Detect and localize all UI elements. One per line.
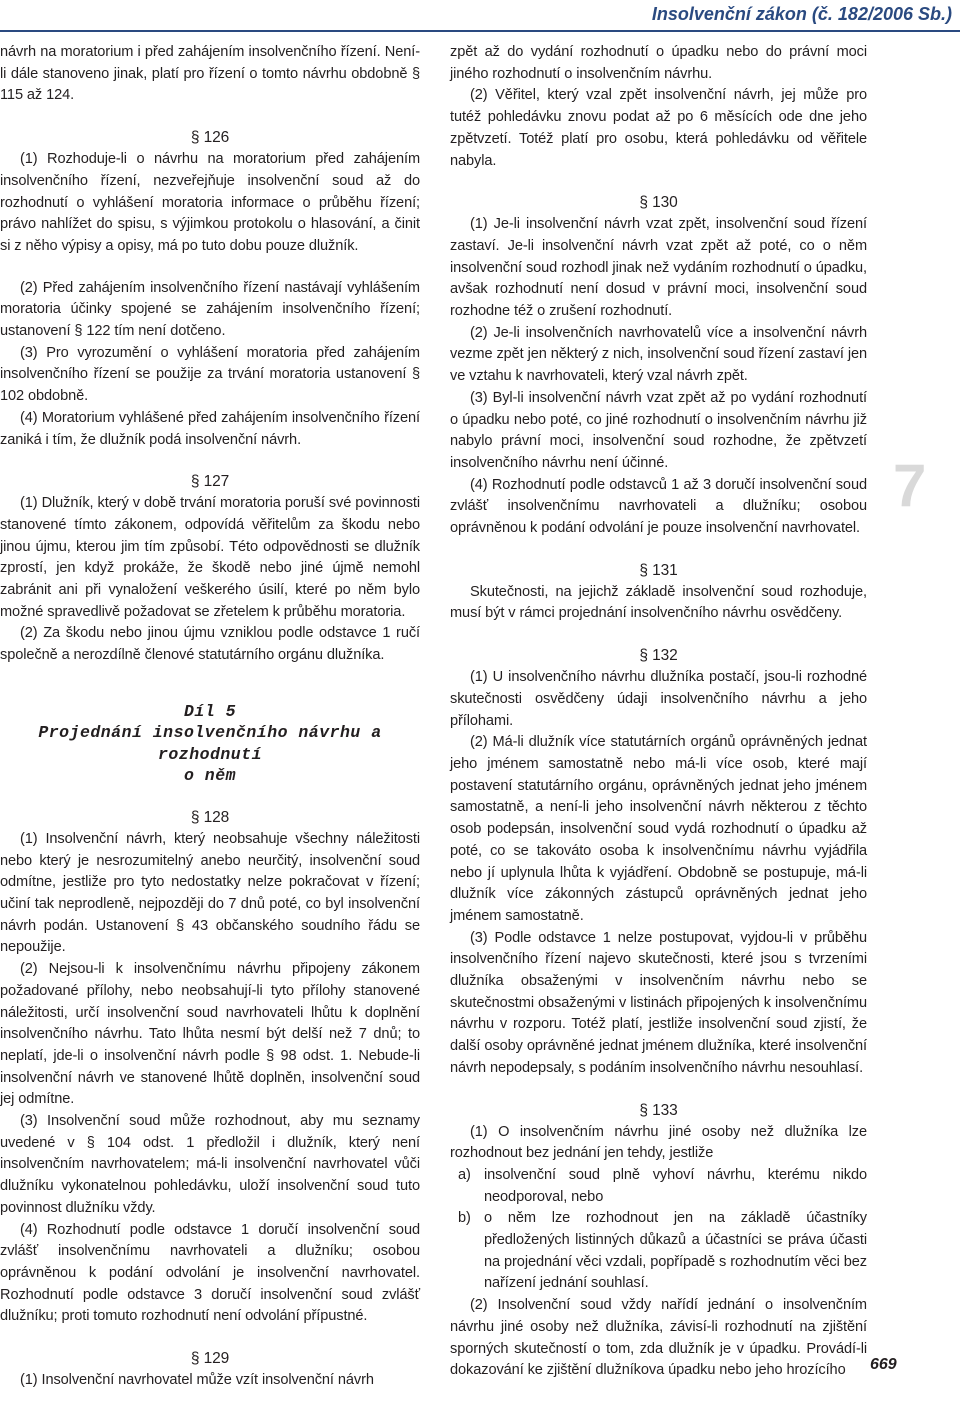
paragraph: (2) Za škodu nebo jinou újmu vzniklou podle odstavce 1 ručí společně a nerozdílně členové statutárního orgánu dlužníka. (0, 625, 420, 664)
paragraph: (1) O insolvenčním návrhu jiné osoby než dlužníka lze rozhodnout bez jednání jen tehdy, jestliže (450, 1123, 867, 1162)
left-column (0, 42, 420, 1392)
paragraph: (1) U insolvenčního návrhu dlužníka postačí, jsou-li rozhodné skutečnosti osvědčeny údaji insolvenčního návrhu a jeho přílohami. (450, 669, 867, 729)
part-title-continued: o něm (183, 766, 236, 786)
paragraph: (2) Je-li insolvenčních navrhovatelů více a insolvenční návrh vezme zpět jen některý z nich, insolvenční soud řízení zastaví jen ve vztahu k navrhovateli, který vzal návrh zpět. (450, 324, 867, 385)
list-item (450, 1165, 867, 1208)
paragraph: (2) Věřitel, který vzal zpět insolvenční návrh, jej může pro tutéž pohledávku znovu podat až po 6 měsících ode dne jeho zpětvzetí. Totéž platí pro osobu, která pohledávku od věřitele nabyla. (450, 87, 867, 169)
paragraph: (2) Insolvenční soud vždy nařídí jednání o insolvenčním návrhu jiné osoby než dlužníka, závisí-li rozhodnutí na zjištění sporných skutečností o tom, zda dlužník je v úpadku. Provádí-li dokazování ke zjištění dlužníkova úpadku nebo jeho hrozícího (450, 1297, 867, 1379)
paragraph: (1) Rozhoduje-li o návrhu na moratorium před zahájením insolvenčního řízení, nezveřejňuje insolvenční soud až do rozhodnutí o vyhlášení moratoria informace o průběhu řízení; právo nahlížet do spisu, s výjimkou protokolu o hlasování, a činit si z něho výpisy a opisy, má po tuto dobu pouze dlužník. (0, 151, 420, 254)
paragraph: (4) Moratorium vyhlášené před zahájením insolvenčního řízení zaniká i tím, že dlužník podá insolvenční návrh. (0, 409, 420, 448)
right-column (450, 42, 867, 1382)
list-item (450, 1208, 867, 1295)
part-title: Projednání insolvenčního návrhu a rozhodnutí (38, 723, 382, 764)
paragraph: (2) Nejsou-li k insolvenčnímu návrhu připojeny zákonem požadované přílohy, nebo neobsahují-li tyto přílohy stanovené náležitosti, určí insolvenční soud navrhovateli lhůtu k doplnění insolvenčního návrhu. Tato lhůta nesmí být delší než 7 dnů; to neplatí, jde-li o insolvenční návrh podle § 98 odst. 1. Nebude-li insolvenční návrh ve stanovené lhůtě doplněn, insolvenční soud jej odmítne. (0, 961, 420, 1108)
page-number: 669 (870, 1356, 897, 1373)
part-number: Díl 5 (183, 701, 236, 721)
list-item-text: insolvenční soud plně vyhoví návrhu, kterému nikdo neodporoval, nebo (484, 1166, 867, 1205)
section-heading-130: § 130 (639, 194, 678, 212)
paragraph: (3) Byl-li insolvenční návrh vzat zpět až po vydání rozhodnutí o úpadku nebo poté, co jiné rozhodnutí o insolvenčním návrhu již nabylo právní moci, insolvenční soud rozhodne, že zpětvzetí insolvenčního návrhu není účinné. (450, 389, 867, 471)
section-heading-133: § 133 (639, 1101, 678, 1119)
paragraph: (1) Dlužník, který v době trvání moratoria poruší své povinnosti stanovené tímto zákonem, odpovídá věřitelům za škodu nebo jinou újmu, kterou jim tím způsobí. Této odpovědnosti se dlužník zprostí, jen když prokáže, že škodě nebo jiné újmě nemohl zabránit ani při vynaložení veškerého úsilí, které po něm bylo možné spravedlivě požadovat se zřetelem k průběhu moratoria. (0, 495, 420, 620)
section-heading-127: § 127 (190, 473, 230, 491)
paragraph: (2) Před zahájením insolvenčního řízení nastávají vyhlášením moratoria účinky spojené se zahájením insolvenčního řízení; ustanovení § 122 tím není dotčeno. (0, 279, 420, 340)
paragraph: (3) Insolvenční soud může rozhodnout, aby mu seznamy uvedené v § 104 odst. 1 předložil i dlužník, který není insolvenčním navrhovatelem; má-li insolvenční navrhovatel vůči dlužníku vykonatelnou pohledávku, uloží insolvenční soud tuto povinnost dlužníku vždy. (0, 1113, 420, 1216)
paragraph: Skutečnosti, na jejichž základě insolvenční soud rozhoduje, musí být v rámci projednání insolvenčního návrhu osvědčeny. (450, 583, 867, 622)
section-heading-126: § 126 (190, 129, 230, 147)
section-heading-129: § 129 (190, 1350, 230, 1368)
paragraph: (3) Podle odstavce 1 nelze postupovat, vyjdou-li v průběhu insolvenčního řízení najevo skutečnosti, které jsou s tvrzeními dlužníka obsaženými v insolvenčním návrhu nebo se skutečnostmi obsaženými v listinách připojených k insolvenčnímu návrhu v rozporu. Totéž platí, jestliže insolvenční soud zjistí, že další osoby oprávněné jednat jménem dlužníka, které insolvenční návrh nepodepsaly, s podáním insolvenčního návrhu nesouhlasí. (450, 929, 867, 1076)
list-item-label: b) (458, 1210, 471, 1227)
paragraph: (2) Má-li dlužník více statutárních orgánů oprávněných jednat jeho jménem samostatně nebo má-li více osob, které mají postavení statutárního orgánu, oprávněných jednat jeho jménem samostatně, a není-li jeho insolvenční návrh některou z těchto osob podepsán, insolvenční soud vydá rozhodnutí o úpadku až poté, co se takováto osoba k insolvenčnímu návrhu vyjádřila nebo jí uplynula lhůta k vyjádření. Obdobně se postupuje, má-li dlužník více zákonných zástupců oprávněných jednat jeho jménem samostatně. (450, 734, 867, 924)
paragraph: (4) Rozhodnutí podle odstavců 1 až 3 doručí insolvenční soud zvlášť insolvenčnímu navrhovateli a dlužníku; osobou oprávněnou k podání odvolání je pouze insolvenční navrhovatel. (450, 476, 867, 537)
header-rule (0, 30, 960, 32)
section-heading-132: § 132 (639, 647, 678, 665)
section-heading-131: § 131 (639, 561, 678, 579)
intro-paragraph: návrh na moratorium i před zahájením insolvenčního řízení. Není-li dále stanoveno jinak, platí pro řízení o tomto návrhu obdobně § 115 až 124. (0, 44, 420, 104)
paragraph: (1) Insolvenční návrh, který neobsahuje všechny náležitosti nebo který je nesrozumitelný anebo neurčitý, insolvenční soud odmítne, jestliže pro tyto nedostatky nelze pokračovat v řízení; učiní tak neprodleně, nejpozději do 7 dnů poté, co byl insolvenční návrh podán. Ustanovení § 43 občanského soudního řádu se nepoužije. (0, 830, 420, 956)
header-title: Insolvenční zákon (č. 182/2006 Sb.) (651, 4, 952, 24)
paragraph: (1) Je-li insolvenční návrh vzat zpět, insolvenční soud řízení zastaví. Je-li insolvenční návrh vzat zpět až poté, co o něm insolvenční soud rozhodl jinak než vydáním rozhodnutí o úpadku, avšak rozhodnutí není dosud v právní moci, insolvenční soud rozhodne též o zrušení rozhodnutí. (450, 216, 867, 320)
paragraph: (3) Pro vyrozumění o vyhlášení moratoria před zahájením insolvenčního řízení se použije za trvání moratoria ustanovení § 102 obdobně. (0, 344, 420, 405)
list-item-text: o něm lze rozhodnout jen na základě účastníky předložených listinných důkazů a účastníci se práva účasti na projednání věci vzdali, popřípadě s rozhodnutím věci bez nařízení jednání souhlasí. (484, 1210, 867, 1292)
chapter-side-number: 7 (893, 452, 927, 519)
section-heading-128: § 128 (190, 808, 230, 826)
paragraph: (4) Rozhodnutí podle odstavce 1 doručí insolvenční soud zvlášť insolvenčnímu navrhovateli a dlužníku; osobou oprávněnou k podání odvolání je insolvenční navrhovatel. Rozhodnutí podle odstavce 3 doručí insolvenční soud zvlášť dlužníku; proti tomuto rozhodnutí není odvolání přípustné. (0, 1221, 420, 1325)
paragraph: (1) Insolvenční navrhovatel může vzít insolvenční návrh (20, 1372, 374, 1389)
continuation-paragraph: zpět až do vydání rozhodnutí o úpadku nebo do právní moci jiného rozhodnutí o insolvenčním návrhu. (450, 44, 867, 82)
list-item-label: a) (458, 1166, 471, 1183)
